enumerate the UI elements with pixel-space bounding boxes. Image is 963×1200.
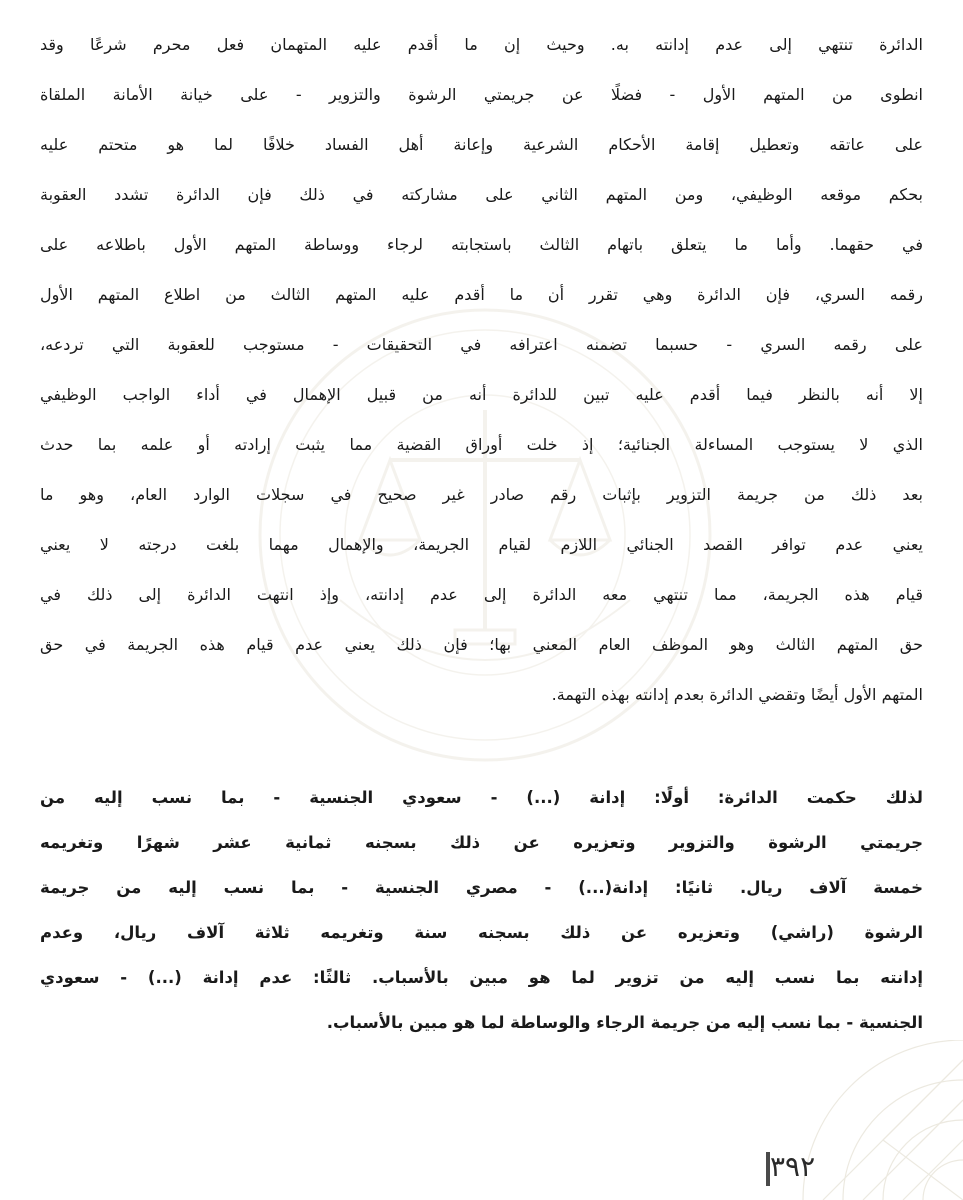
body-line: المتهم الأول أيضًا وتقضي الدائرة بعدم إدانته بهذه التهمة. — [551, 685, 923, 704]
body-paragraph — [40, 35, 923, 735]
body-line: الذي لا يستوجب المساءلة الجنائية؛ إذ خلت أوراق القضية مما يثبت إرادته أو علمه بما حدث — [40, 435, 923, 454]
page-number: ٣٩٢ — [770, 1150, 816, 1183]
body-line: رقمه السري، فإن الدائرة وهي تقرر أن ما أقدم عليه المتهم الثالث من اطلاع المتهم الأول — [40, 285, 923, 304]
body-line: قيام هذه الجريمة، مما تنتهي معه الدائرة إلى عدم إدانته، وإذ انتهت الدائرة إلى ذلك في — [40, 585, 923, 604]
ruling-line: الرشوة (راشي) وتعزيره عن ذلك بسجنه سنة وتغريمه ثلاثة آلاف ريال، وعدم — [40, 923, 923, 942]
ruling-line: خمسة آلاف ريال. ثانيًا: إدانة(...) - مصري الجنسية - بما نسب إليه من جريمة — [40, 878, 923, 897]
body-line: في حقهما. وأما ما يتعلق باتهام الثالث باستجابته لرجاء ووساطة المتهم الأول باطلاعه على — [40, 235, 923, 254]
ruling-line: لذلك حكمت الدائرة: أولًا: إدانة (...) - سعودي الجنسية - بما نسب إليه من — [40, 788, 923, 807]
ruling-paragraph — [40, 788, 923, 1058]
body-line: حق المتهم الثالث وهو الموظف العام المعني بها؛ فإن ذلك يعني عدم قيام هذه الجريمة في حق — [40, 635, 923, 654]
ruling-line: جريمتي الرشوة والتزوير وتعزيره عن ذلك بسجنه ثمانية عشر شهرًا وتغريمه — [40, 833, 923, 852]
body-line: بعد ذلك من جريمة التزوير بإثبات رقم صادر غير صحيح في سجلات الوارد العام، وهو ما — [40, 485, 923, 504]
ruling-line: الجنسية - بما نسب إليه من جريمة الرجاء والوساطة لما هو مبين بالأسباب. — [326, 1013, 923, 1032]
body-line: على عاتقه وتعطيل إقامة الأحكام الشرعية وإعانة أهل الفساد خلافًا لما هو متحتم عليه — [40, 135, 923, 154]
body-line: انطوى من المتهم الأول - فضلًا عن جريمتي الرشوة والتزوير - على خيانة الأمانة الملقاة — [40, 85, 923, 104]
ruling-line: إدانته بما نسب إليه من تزوير لما هو مبين بالأسباب. ثالثًا: عدم إدانة (...) - سعودي — [40, 968, 923, 987]
body-line: يعني عدم توافر القصد الجنائي اللازم لقيام الجريمة، والإهمال مهما بلغت درجته لا يعني — [40, 535, 923, 554]
body-line: الدائرة تنتهي إلى عدم إدانته به. وحيث إن ما أقدم عليه المتهمان فعل محرم شرعًا وقد — [40, 35, 923, 54]
body-line: على رقمه السري - حسبما تضمنه اعترافه في التحقيقات - مستوجب للعقوبة التي تردعه، — [40, 335, 923, 354]
body-line: بحكم موقعه الوظيفي، ومن المتهم الثاني على مشاركته في ذلك فإن الدائرة تشدد العقوبة — [40, 185, 923, 204]
body-line: إلا أنه بالنظر فيما أقدم عليه تبين للدائرة أنه من قبيل الإهمال في أداء الواجب الوظيفي — [40, 385, 923, 404]
